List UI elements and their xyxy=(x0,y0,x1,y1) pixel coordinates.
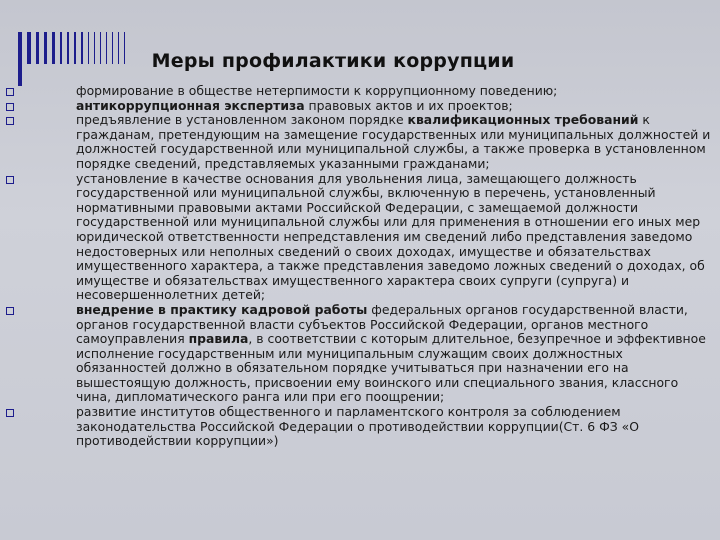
item-text-bold: антикоррупционная экспертиза xyxy=(76,97,305,113)
stripe-bar xyxy=(112,32,113,64)
stripe-bar xyxy=(100,32,101,64)
list-item xyxy=(6,84,712,99)
bullet-list xyxy=(6,84,712,449)
item-text: развитие институтов общественного и парламентского контроля за соблюдением законодательства Российской Федерации о противодействии коррупции(Ст. 6 ФЗ «О противодействии коррупции») xyxy=(76,404,639,449)
square-bullet-icon xyxy=(6,307,14,315)
item-text-bold: квалификационных требований xyxy=(407,112,639,128)
stripe-bar xyxy=(60,32,62,64)
stripe-bar xyxy=(52,32,55,64)
item-text: правовых актов и их проектов; xyxy=(304,97,513,113)
stripe-bar xyxy=(27,32,31,64)
list-item xyxy=(6,405,712,449)
stripe-bar xyxy=(67,32,69,64)
list-item xyxy=(6,113,712,171)
stripe-bar xyxy=(44,32,47,64)
list-item xyxy=(6,99,712,114)
square-bullet-icon xyxy=(6,176,14,184)
item-text: предъявление в установленном законом порядке xyxy=(76,112,408,128)
stripe-bar xyxy=(88,32,89,64)
square-bullet-icon xyxy=(6,103,14,111)
item-text: установление в качестве основания для увольнения лица, замещающего должность государственной или муниципальной службы, включенную в перечень, установленный нормативными правовыми актами Российской Федерации, с замещаемой должности государственной или муниципальной службы или для применения в отношении его иных мер юридической ответственности непредставления им сведений либо представления заведомо недостоверных или неполных сведений о своих доходах, имуществе и обязательствах имущественного характера, а также представления заведомо ложных сведений о доходах, об имуществе и обязательствах имущественного характера своих супруги (супруга) и несовершеннолетних детей; xyxy=(76,170,705,303)
square-bullet-icon xyxy=(6,88,14,96)
item-text-bold: правила xyxy=(188,331,249,347)
item-text: , в соответствии с которым длительное, безупречное и эффективное исполнение государственным или муниципальным служащим своих должностных обязанностей должно в обязательном порядке учитываться при назначении его на вышестоящую должность, присвоении ему воинского или специального звания, классного чина, дипломатического ранга или при его поощрении; xyxy=(76,331,706,405)
list-item xyxy=(6,303,712,405)
stripe-bar xyxy=(74,32,76,64)
decorative-frame-line xyxy=(18,64,21,86)
item-text: формирование в обществе нетерпимости к коррупционному поведению; xyxy=(76,83,558,98)
stripe-bar xyxy=(94,32,95,64)
square-bullet-icon xyxy=(6,117,14,125)
stripe-bar xyxy=(36,32,39,64)
item-text-bold: внедрение в практику кадровой работы xyxy=(76,301,368,317)
stripe-bar xyxy=(106,32,107,64)
list-item xyxy=(6,172,712,303)
slide-title: Меры профилактики коррупции xyxy=(151,50,515,72)
stripe-bar xyxy=(81,32,83,64)
item-text: федеральных органов государственной власти, органов государственной власти субъектов Российской Федерации, органов местного самоуправления xyxy=(76,301,688,347)
square-bullet-icon xyxy=(6,409,14,417)
item-text: к гражданам, претендующим на замещение государственных или муниципальных должностей и должностей государственной или муниципальной службы, а также проверка в установленном порядке сведений, представляемых указанными гражданами; xyxy=(76,112,711,171)
